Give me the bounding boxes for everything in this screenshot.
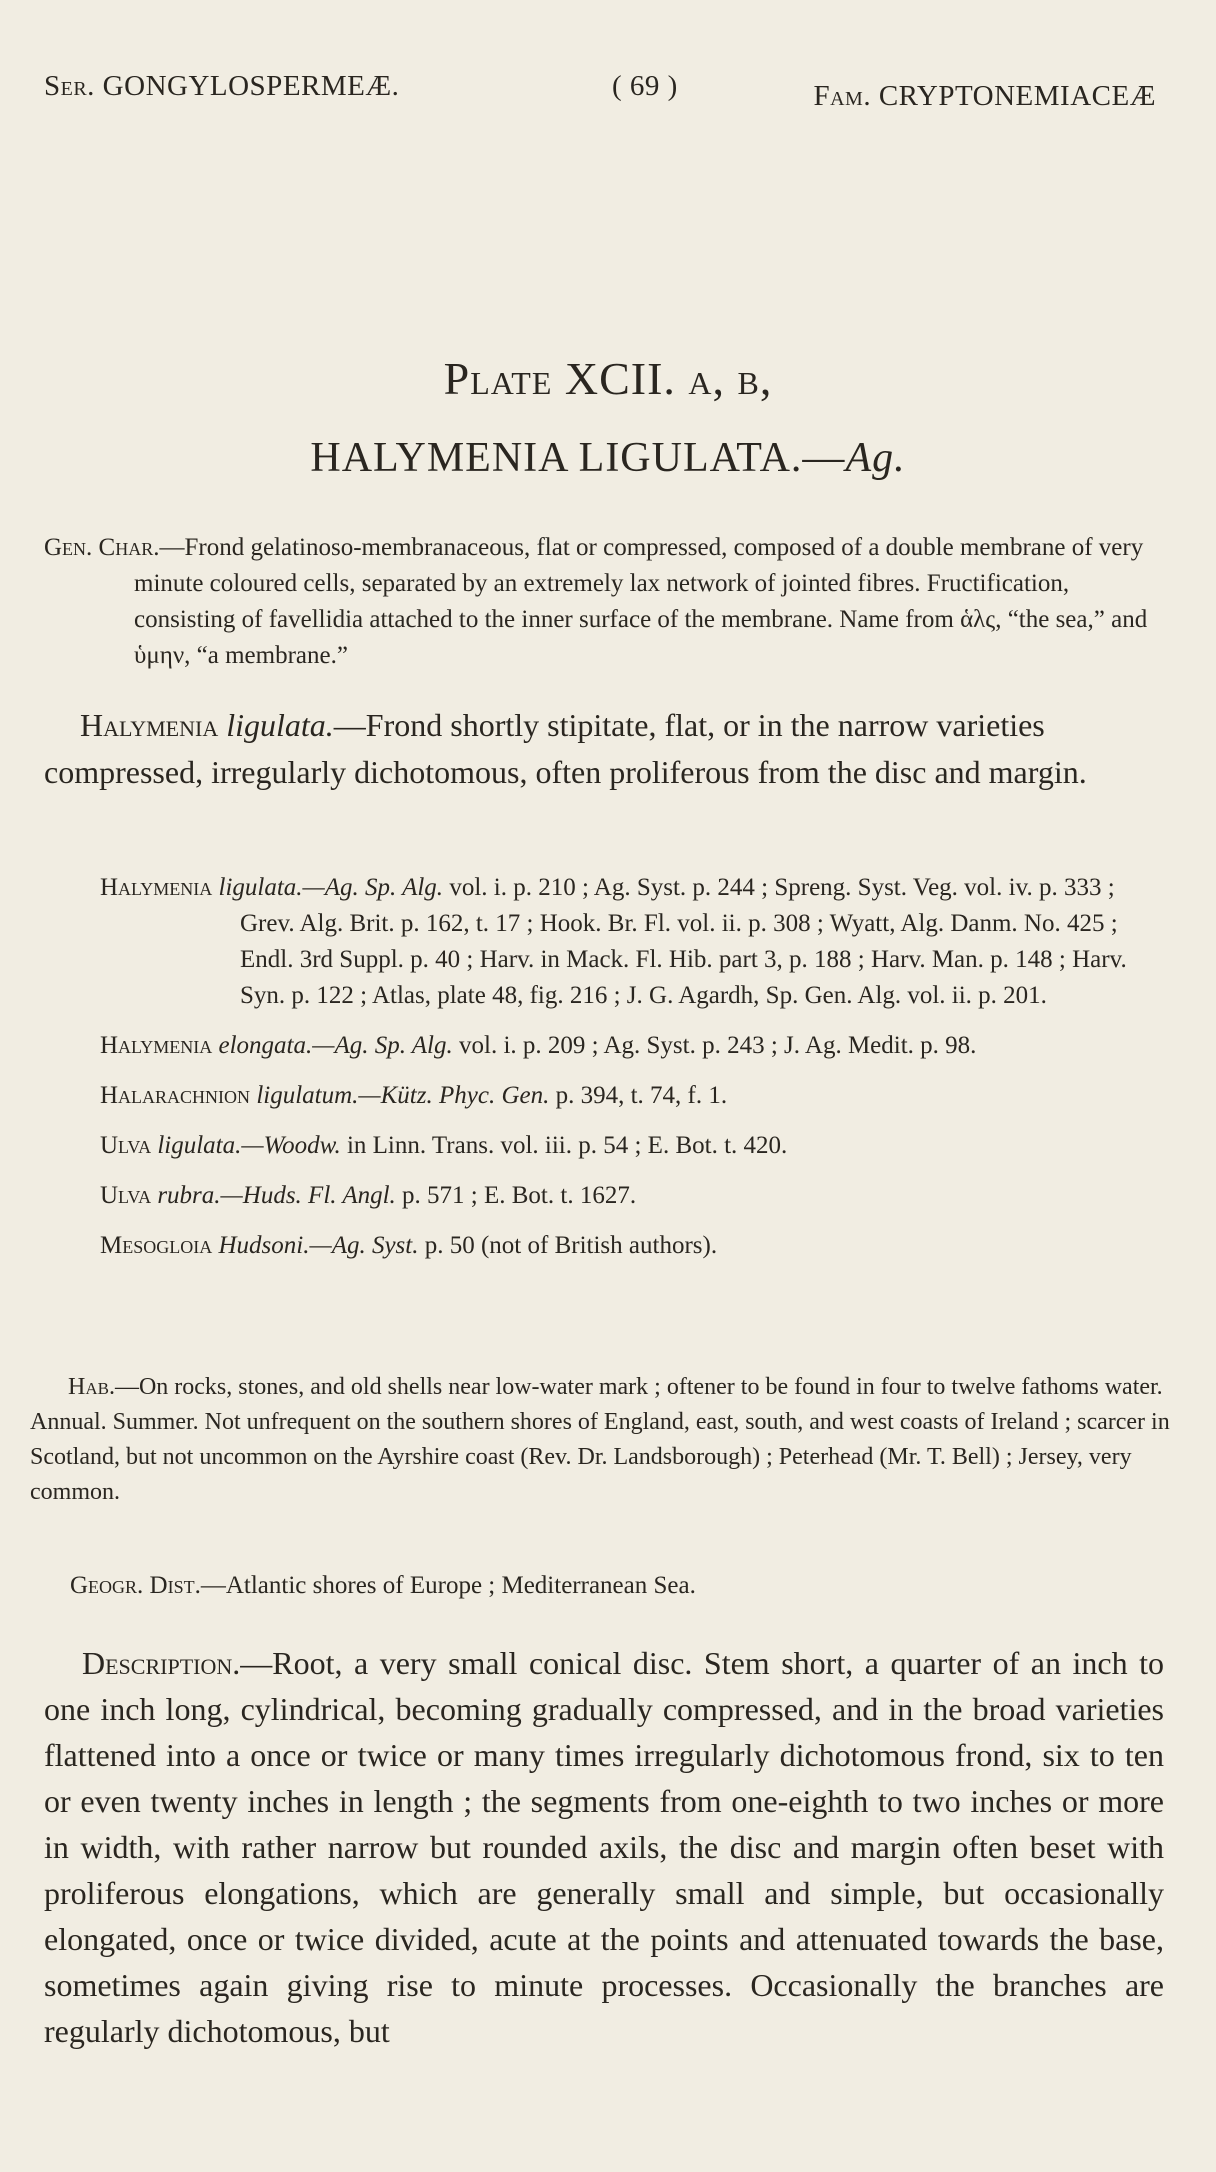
synonym-ref: p. 50 (not of British authors). bbox=[418, 1232, 718, 1259]
synonym-name: elongata.—Ag. Sp. Alg. bbox=[218, 1032, 453, 1059]
synonym-entry bbox=[100, 1028, 1170, 1064]
synonym-entry bbox=[100, 1078, 1170, 1114]
running-head bbox=[44, 70, 1156, 110]
diagnosis-genus: Halymenia bbox=[80, 707, 219, 743]
synonym-entry bbox=[100, 1178, 1170, 1214]
synonym-name: rubra.—Huds. Fl. Angl. bbox=[157, 1182, 396, 1209]
habitat bbox=[30, 1370, 1170, 1510]
synonym-ref: in Linn. Trans. vol. iii. p. 54 ; E. Bot. t. 420. bbox=[340, 1132, 788, 1159]
synonym-genus: Halymenia bbox=[100, 874, 213, 901]
geogr-label: Geogr. Dist. bbox=[70, 1572, 201, 1599]
gen-char-text: —Frond gelatinoso-membranaceous, flat or compressed, composed of a double membrane of very minute coloured cells, separated by an extremely lax network of jointed fibres. Fructification, consisting of favellidia attached to the inner surface of the membrane. Name from ἁλς, “the sea,” and ὑμην, “a membrane.” bbox=[134, 534, 1148, 669]
description-label: Description. bbox=[82, 1645, 241, 1681]
synonym-name: ligulata.—Ag. Sp. Alg. bbox=[218, 874, 444, 901]
synonym-ref: vol. i. p. 209 ; Ag. Syst. p. 243 ; J. Ag. Medit. p. 98. bbox=[452, 1032, 977, 1059]
page-number: ( 69 ) bbox=[612, 70, 678, 102]
diagnosis-text: —Frond shortly stipitate, flat, or in the narrow varieties compressed, irregularly dichotomous, often proliferous from the disc and margin. bbox=[44, 707, 1087, 790]
geogr-text: —Atlantic shores of Europe ; Mediterranean Sea. bbox=[200, 1572, 696, 1599]
description-text: —Root, a very small conical disc. Stem short, a quarter of an inch to one inch long, cylindrical, becoming gradually compressed, and in the broad varieties flattened into a once or twice or many times irregularly dichotomous frond, six to ten or even twenty inches in length ; the segments from one-eighth to two inches or more in width, with rather narrow but rounded axils, the disc and margin often beset with proliferous elongations, which are generally small and simple, but occasionally elongated, once or twice divided, acute at the points and attenuated towards the base, sometimes again giving rise to minute processes. Occasionally the branches are regularly dichotomous, but bbox=[44, 1645, 1164, 2049]
synonym-entry bbox=[100, 870, 1170, 1014]
synonym-genus: Ulva bbox=[100, 1132, 152, 1159]
running-head-right: Fam. CRYPTONEMIACEÆ bbox=[813, 80, 1156, 112]
synonym-genus: Halarachnion bbox=[100, 1082, 251, 1109]
generic-character bbox=[44, 530, 1164, 674]
synonym-ref: p. 394, t. 74, f. 1. bbox=[549, 1082, 728, 1109]
species-name: HALYMENIA LIGULATA.— bbox=[310, 435, 846, 481]
synonym-entry bbox=[100, 1228, 1170, 1264]
synonym-name: ligulatum.—Kütz. Phyc. Gen. bbox=[256, 1082, 550, 1109]
synonym-ref: p. 571 ; E. Bot. t. 1627. bbox=[395, 1182, 637, 1209]
species-title bbox=[0, 434, 1216, 482]
diagnosis-species: ligulata. bbox=[226, 707, 334, 743]
synonym-name: Hudsoni.—Ag. Syst. bbox=[218, 1232, 419, 1259]
synonym-ref: vol. i. p. 210 ; Ag. Syst. p. 244 ; Spreng. Syst. Veg. vol. iv. p. 333 ; Grev. Alg. Brit. p. 162, t. 17 ; Hook. Br. Fl. vol. ii. p. 308 ; Wyatt, Alg. Danm. No. 425 ; Endl. 3rd Suppl. p. 40 ; Harv. in Mack. Fl. Hib. part 3, p. 188 ; Harv. Man. p. 148 ; Harv. Syn. p. 122 ; Atlas, plate 48, fig. 216 ; J. G. Agardh, Sp. Gen. Alg. vol. ii. p. 201. bbox=[240, 874, 1127, 1009]
habitat-label: Hab. bbox=[68, 1374, 115, 1400]
synonymy-list bbox=[100, 870, 1170, 1278]
plate-title: Plate XCII. a, b, bbox=[443, 353, 773, 404]
species-diagnosis bbox=[44, 702, 1164, 796]
gen-char-label: Gen. Char. bbox=[44, 534, 160, 561]
species-author: Ag. bbox=[845, 435, 906, 481]
running-head-left: Ser. GONGYLOSPERMEÆ. bbox=[44, 70, 400, 102]
synonym-genus: Mesogloia bbox=[100, 1232, 213, 1259]
habitat-text: —On rocks, stones, and old shells near low-water mark ; oftener to be found in four to twelve fathoms water. Annual. Summer. Not unfrequent on the southern shores of England, east, south, and west coasts of Ireland ; scarcer in Scotland, but not uncommon on the Ayrshire coast (Rev. Dr. Landsborough) ; Peterhead (Mr. T. Bell) ; Jersey, very common. bbox=[30, 1374, 1170, 1505]
synonym-name: ligulata.—Woodw. bbox=[157, 1132, 341, 1159]
description bbox=[44, 1640, 1164, 2054]
synonym-genus: Ulva bbox=[100, 1182, 152, 1209]
synonym-genus: Halymenia bbox=[100, 1032, 213, 1059]
geographic-distribution bbox=[70, 1568, 1170, 1604]
synonym-entry bbox=[100, 1128, 1170, 1164]
